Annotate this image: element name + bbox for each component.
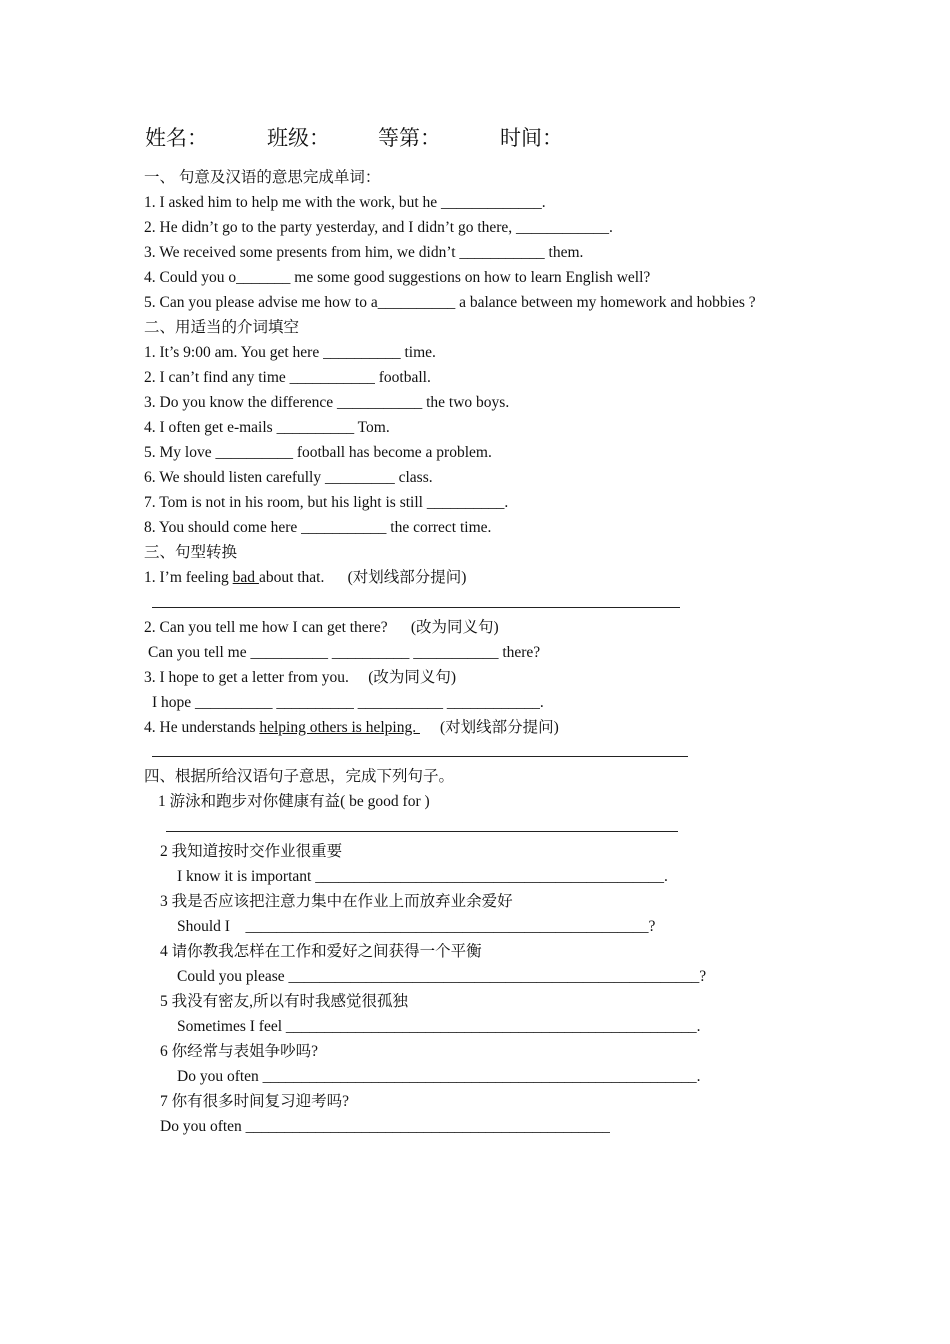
section3-q3-text: 3. I hope to get a letter from you.: [144, 669, 369, 686]
section2-q2: 2. I can’t find any time ___________ football.: [144, 369, 431, 386]
section3-q1-text-end: about that.: [258, 569, 348, 586]
answer-line: [152, 607, 680, 608]
section1-q1: 1. I asked him to help me with the work, but he _____________.: [144, 194, 546, 211]
section2-q5: 5. My love __________ football has become a problem.: [144, 444, 492, 461]
section2-title: 二、用适当的介词填空: [144, 319, 300, 336]
grade-label: 等第：: [378, 126, 441, 150]
section1-q4: 4. Could you o_______ me some good suggestions on how to learn English well?: [144, 269, 651, 286]
section4-q5-english: Sometimes I feel _____________________________________________________.: [177, 1018, 701, 1035]
section3-q4: [144, 718, 559, 738]
section3-q2-answer: Can you tell me __________ __________ ___________ there?: [148, 644, 541, 661]
section3-title: 三、句型转换: [144, 544, 238, 561]
section3-q3-note: (改为同义句): [368, 669, 457, 686]
section3-q4-underlined: helping others is helping.: [259, 719, 420, 736]
section3-q4-text: 4. He understands: [144, 719, 260, 736]
section3-q1-text: 1. I’m feeling: [144, 569, 233, 586]
section3-q2-text: 2. Can you tell me how I can get there?: [144, 619, 411, 636]
section4-q6-english: Do you often ________________________________________________________.: [177, 1068, 701, 1085]
answer-line: [152, 756, 688, 757]
answer-line: [166, 831, 678, 832]
name-label: 姓名：: [145, 126, 208, 150]
section4-title: 四、根据所给汉语句子意思，完成下列句子。: [144, 768, 455, 785]
section2-q3: 3. Do you know the difference ___________ the two boys.: [144, 394, 510, 411]
section1-q3: 3. We received some presents from him, we didn’t ___________ them.: [144, 244, 584, 261]
section4-q1-chinese: 1 游泳和跑步对你健康有益( be good for ): [158, 793, 430, 810]
section3-q3-answer: I hope __________ __________ ___________ ____________.: [152, 694, 544, 711]
section2-q8: 8. You should come here ___________ the correct time.: [144, 519, 492, 536]
section3-q1-note: (对划线部分提问): [347, 569, 467, 586]
section4-q7-chinese: 7 你有很多时间复习迎考吗?: [160, 1093, 350, 1110]
section4-q3-english: Should I ____________________________________________________?: [177, 918, 656, 935]
section1-title: 一、 句意及汉语的意思完成单词：: [144, 169, 381, 186]
section4-q4-chinese: 4 请你教我怎样在工作和爱好之间获得一个平衡: [160, 943, 482, 960]
section2-q6: 6. We should listen carefully _________ class.: [144, 469, 433, 486]
section4-q7-english: Do you often _______________________________________________: [160, 1118, 610, 1135]
time-label: 时间：: [500, 126, 563, 150]
section4-q3-chinese: 3 我是否应该把注意力集中在作业上而放弃业余爱好: [160, 893, 513, 910]
section3-q3: [144, 668, 456, 688]
section3-q2: [144, 618, 499, 638]
section1-q5: 5. Can you please advise me how to a__________ a balance between my homework and hobbies ?: [144, 294, 756, 311]
section4-q4-english: Could you please _____________________________________________________?: [177, 968, 707, 985]
section3-q1-underlined: bad: [232, 569, 259, 586]
section2-q7: 7. Tom is not in his room, but his light is still __________.: [144, 494, 509, 511]
section4-q5-chinese: 5 我没有密友,所以有时我感觉很孤独: [160, 993, 409, 1010]
section3-q1: [144, 568, 466, 588]
section1-q2: 2. He didn’t go to the party yesterday, and I didn’t go there, ____________.: [144, 219, 613, 236]
class-label: 班级：: [267, 126, 330, 150]
section4-q2-chinese: 2 我知道按时交作业很重要: [160, 843, 343, 860]
section4-q6-chinese: 6 你经常与表姐争吵吗?: [160, 1043, 319, 1060]
section3-q4-note: (对划线部分提问): [439, 719, 559, 736]
section3-q2-note: (改为同义句): [410, 619, 499, 636]
section2-q1: 1. It’s 9:00 am. You get here __________ time.: [144, 344, 436, 361]
section2-q4: 4. I often get e-mails __________ Tom.: [144, 419, 390, 436]
section4-q2-english: I know it is important _____________________________________________.: [177, 868, 668, 885]
